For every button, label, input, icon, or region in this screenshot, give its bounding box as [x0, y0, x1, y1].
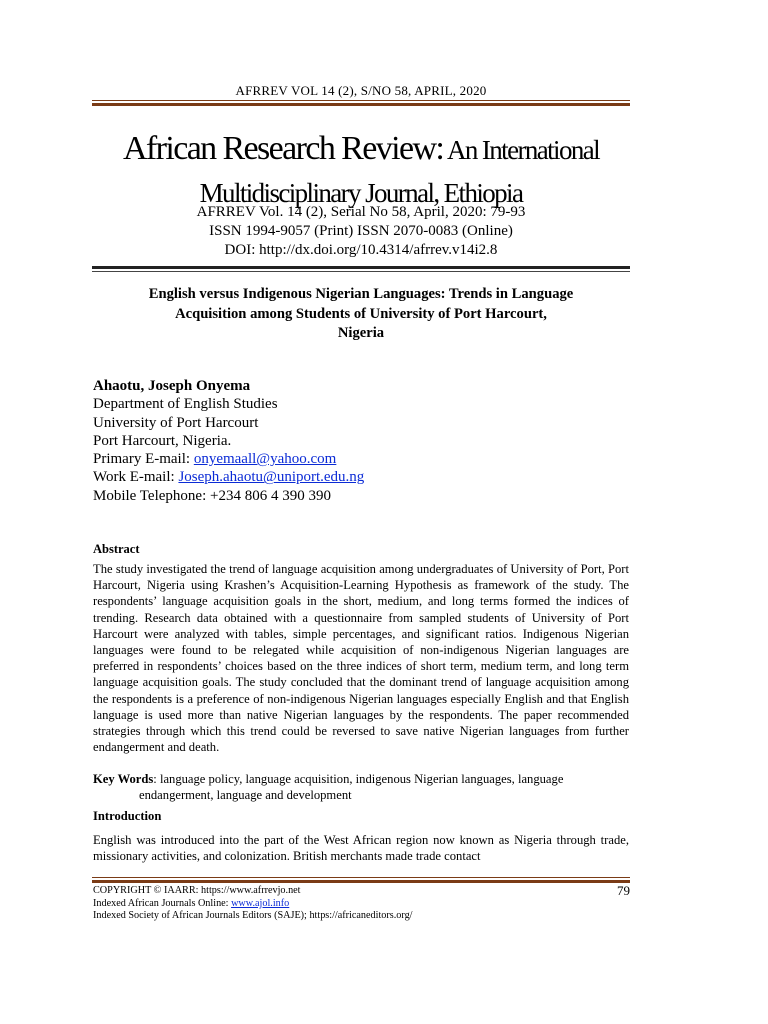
author-university: University of Port Harcourt — [93, 414, 259, 431]
author-mobile: Mobile Telephone: +234 806 4 390 390 — [93, 487, 331, 504]
author-primary-email-row — [93, 450, 631, 468]
abstract-heading: Abstract — [93, 542, 140, 556]
abstract-text: The study investigated the trend of language acquisition among undergraduates of University of Port, Port Harcourt, Nigeria using Krashen’s Acquisition-Learning Hypothesis as framework of the study. The respondents’ language acquisition goals in the short, medium, and long terms formed the indices of trending. Research data obtained with a questionnaire from sampled students of University of Port Harcourt were analyzed with tables, simple percentages, and significant ratios. Indigenous Nigerian languages were found to be relegated while acquisition of non-indigenous Nigerian languages are preferred in respondents’ choices based on the three indices of short term, medium term, and long term language acquisition goals. The study concluded that the dominant trend of language acquisition among the respondents is a preference of non-indigenous Nigerian languages especially English and that English language is used more than native Nigerian languages by the respondents. The paper recommended strategies through which this trend could be reversed to save native Nigerian languages from further endangerment and death. — [93, 562, 629, 755]
primary-email-link[interactable]: onyemaall@yahoo.com — [193, 451, 337, 468]
footer-rule-thick — [92, 880, 630, 883]
footer-saje: Indexed Society of African Journals Editors (SAJE); https://africaneditors.org/ — [93, 910, 413, 922]
meta-rule-thin — [92, 271, 630, 272]
footer-rule-thin — [92, 877, 630, 878]
article-title-line-2: Acquisition among Students of University of Port Harcourt, — [175, 305, 547, 322]
running-head: AFRREV VOL 14 (2), S/NO 58, APRIL, 2020 — [235, 83, 487, 98]
author-block — [93, 377, 631, 505]
work-email-label: Work E-mail: — [93, 469, 179, 486]
footer-copyright: COPYRIGHT © IAARR: https://www.afrrevjo.net — [93, 885, 301, 896]
author-location: Port Harcourt, Nigeria. — [93, 432, 232, 449]
footer — [93, 885, 629, 923]
header-rule-thin — [92, 100, 630, 101]
keywords — [93, 771, 629, 804]
article-title-line-1: English versus Indigenous Nigerian Languages: Trends in Language — [148, 286, 574, 302]
work-email-link[interactable]: Joseph.ahaotu@uniport.edu.ng — [178, 469, 365, 486]
journal-title-sub-1: An International — [443, 135, 600, 165]
primary-email-label: Primary E-mail: — [93, 451, 194, 468]
journal-doi-line: DOI: http://dx.doi.org/10.4314/afrrev.v14i2.8 — [224, 242, 498, 258]
meta-rule-thick — [92, 266, 630, 269]
page-number: 79 — [617, 883, 630, 898]
journal-title-main: African Research Review: — [122, 130, 444, 167]
footer-ajol-row — [93, 898, 629, 911]
article-title-line-3: Nigeria — [337, 325, 385, 341]
author-department: Department of English Studies — [93, 396, 278, 413]
author-name: Ahaotu, Joseph Onyema — [93, 378, 251, 394]
article-title — [92, 285, 630, 344]
journal-meta — [92, 203, 630, 260]
keywords-line-2: endangerment, language and development — [139, 788, 352, 803]
keywords-label: Key Words — [93, 772, 154, 786]
author-work-email-row — [93, 468, 631, 486]
journal-volume-line: AFRREV Vol. 14 (2), Serial No 58, April, 2020: 79-93 — [196, 204, 526, 220]
footer-ajol-label: Indexed African Journals Online: — [93, 897, 232, 909]
keywords-line-1: : language policy, language acquisition, indigenous Nigerian languages, language — [153, 772, 564, 786]
footer-ajol-link[interactable]: www.ajol.info — [231, 897, 290, 909]
header-rule-thick — [92, 103, 630, 106]
introduction-heading: Introduction — [93, 809, 162, 823]
introduction-text: English was introduced into the part of the West African region now known as Nigeria through trade, missionary activities, and colonization. British merchants made trade contact — [93, 833, 629, 864]
journal-issn-line: ISSN 1994-9057 (Print) ISSN 2070-0083 (Online) — [209, 223, 513, 239]
journal-title-sub-2: Multidisciplinary Journal, Ethiopia — [199, 178, 523, 208]
